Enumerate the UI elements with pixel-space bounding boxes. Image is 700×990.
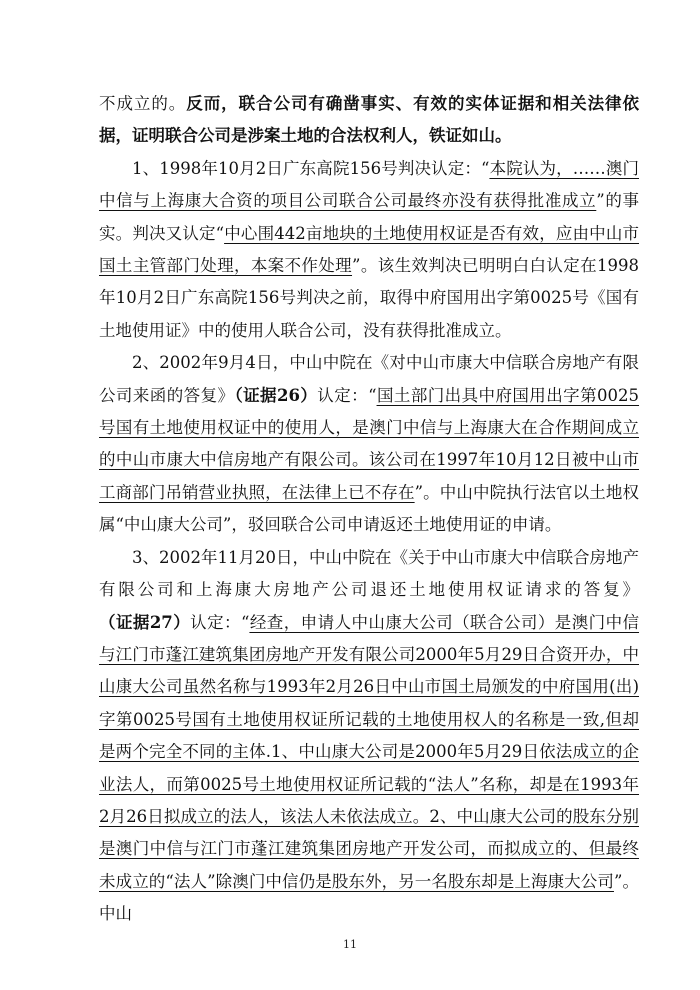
paragraph-0 — [99, 88, 639, 153]
page-number: 11 — [343, 938, 357, 951]
p3-e: ”。中山 — [99, 871, 640, 924]
p0-bold: 反而，联合公司有确凿事实、有效的实体证据和相关法律依据，证明联合公司是涉案土地的合法权利人，铁证如山。 — [99, 94, 639, 146]
p2-e: ”。中山中院执行法官以土地权属“中山康大公司”，驳回联合公司申请返还土地使用证的申请。 — [99, 482, 640, 535]
p3-a: 3、2002年11月20日，中山中院在《关于中山市康大中信联合房地产有限公司和上海康大房地产公司退还土地使用权证请求的答复》 — [99, 547, 639, 600]
paragraph-3 — [99, 542, 639, 931]
p1-e: ”。该生效判决已明明白白认定在1998年10月2日广东高院156号判决之前，取得中府国用出字第0025号《国有土地使用证》中的使用人联合公司，没有获得批准成立。 — [99, 256, 639, 340]
p3-evidence: （证据27） — [99, 612, 191, 632]
p1-c: ”的事实。判决又认定“ — [99, 191, 640, 243]
body-text — [99, 88, 639, 931]
p2-a: 2、2002年9月4日，中山中院在《对中山市康大中信联合房地产有限公司来函的答复》 — [99, 353, 639, 405]
paragraph-2 — [99, 347, 639, 541]
p2-c: 认定：“ — [317, 385, 377, 405]
paragraph-1 — [99, 153, 639, 347]
p0-text: 不成立的。 — [99, 94, 187, 113]
p3-quote: 经查，申请人中山康大公司（联合公司）是澳门中信与江门市蓬江建筑集团房地产开发有限公司2000年5月29日合资开办，中山康大公司虽然名称与1993年2月26日中山市国土局颁发的中府国用(出)字第0025号国有土地使用权证所记载的土地使用权人的名称是一致,但却是两个完全不同的主体.1、中山康大公司是2000年5月29日依法成立的企业法人，而第0025号土地使用权证所记载的“法人”名称，却是在1993年2月26日拟成立的法人，该法人未依法成立。2、中山康大公司的股东分别是澳门中信与江门市蓬江建筑集团房地产开发公司，而拟成立的、但最终未成立的“法人”除澳门中信仍是股东外，另一名股东却是上海康大公司 — [99, 612, 640, 891]
p1-quote-1: 本院认为，……澳门中信与上海康大合资的项目公司联合公司最终亦没有获得批准成立 — [99, 158, 639, 211]
p1-quote-2: 中心围442亩地块的土地使用权证是否有效，应由中山市国土主管部门处理，本案不作处理 — [99, 223, 640, 276]
p2-evidence: （证据26） — [234, 385, 318, 405]
p2-quote: 国土部门出具中府国用出字第0025号国有土地使用权证中的使用人，是澳门中信与上海康大在合作期间成立的中山市康大中信房地产有限公司。该公司在1997年10月12日被中山市工商部门吊销营业执照，在法律上已不存在 — [99, 385, 640, 502]
p3-c: 认定：“ — [190, 612, 250, 632]
p1-a: 1、1998年10月2日广东高院156号判决认定：“ — [132, 158, 490, 178]
